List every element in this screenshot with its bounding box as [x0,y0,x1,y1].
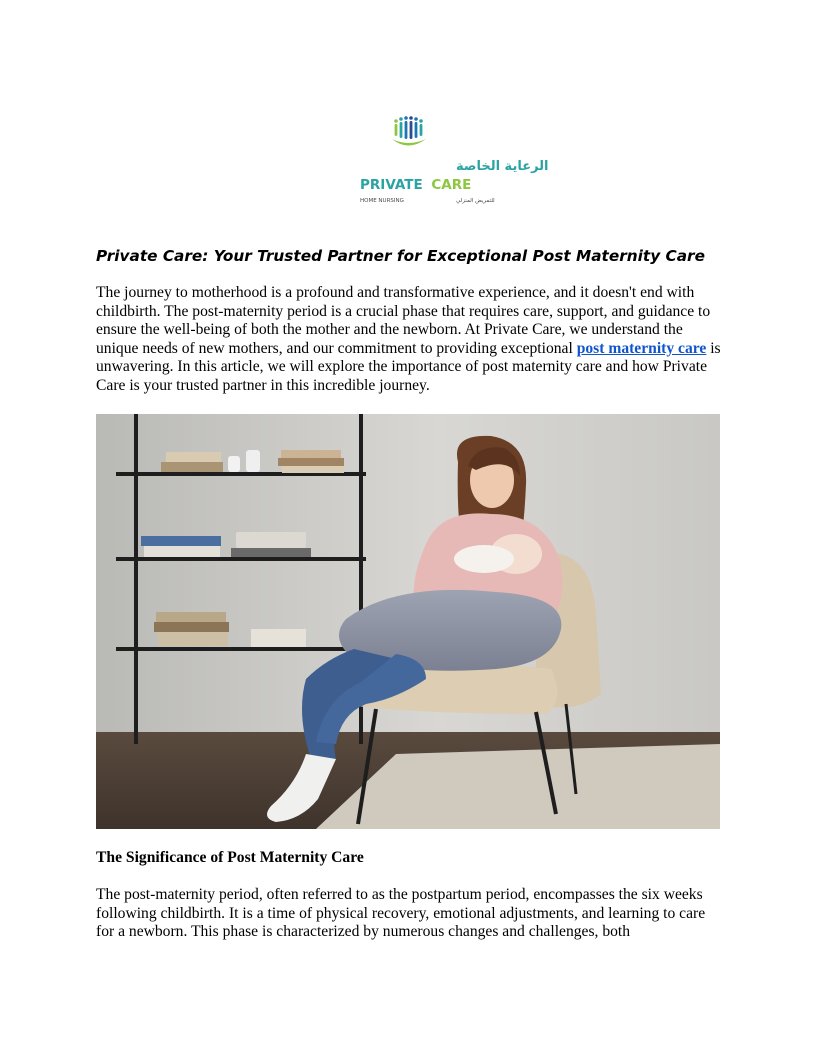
section-heading: The Significance of Post Maternity Care [96,849,364,866]
section-paragraph: The post-maternity period, often referred to as the postpartum period, encompasses the six weeks following childbirth. It is a time of physical recovery, emotional adjustments, and learning to care for a newborn. This phase is characterized by numerous changes and challenges, both [96,886,706,941]
logo-figures-icon [392,116,426,145]
document-title: Private Care: Your Trusted Partner for Exceptional Post Maternity Care [96,247,705,265]
logo-arabic-name: الرعاية الخاصة [456,159,549,174]
svg-text:PRIVATE CARE [360,177,471,193]
private-care-logo [352,116,549,208]
mother-nursing-baby-photo [96,414,720,829]
intro-paragraph [96,284,722,396]
post-maternity-care-link[interactable]: post maternity care [576,339,707,357]
logo-word-care: CARE [431,177,472,193]
logo-word-private: PRIVATE [360,177,423,193]
logo-tagline-ar: للتمريض المنزلي [456,198,495,204]
logo-tagline-en: HOME NURSING [360,198,404,204]
intro-text-after-link: is unwavering. In this article, we will explore the importance of post maternity care and how Private Care is your trusted partner in this incredible journey. [96,339,721,394]
intro-text-before-link: The journey to motherhood is a profound and transformative experience, and it doesn't end with childbirth. The post-maternity period is a crucial phase that requires care, support, and guidance to ensure the well-being of both the mother and the newborn. At Private Care, we understand the unique needs of new mothers, and our commitment to providing exceptional [96,284,711,357]
